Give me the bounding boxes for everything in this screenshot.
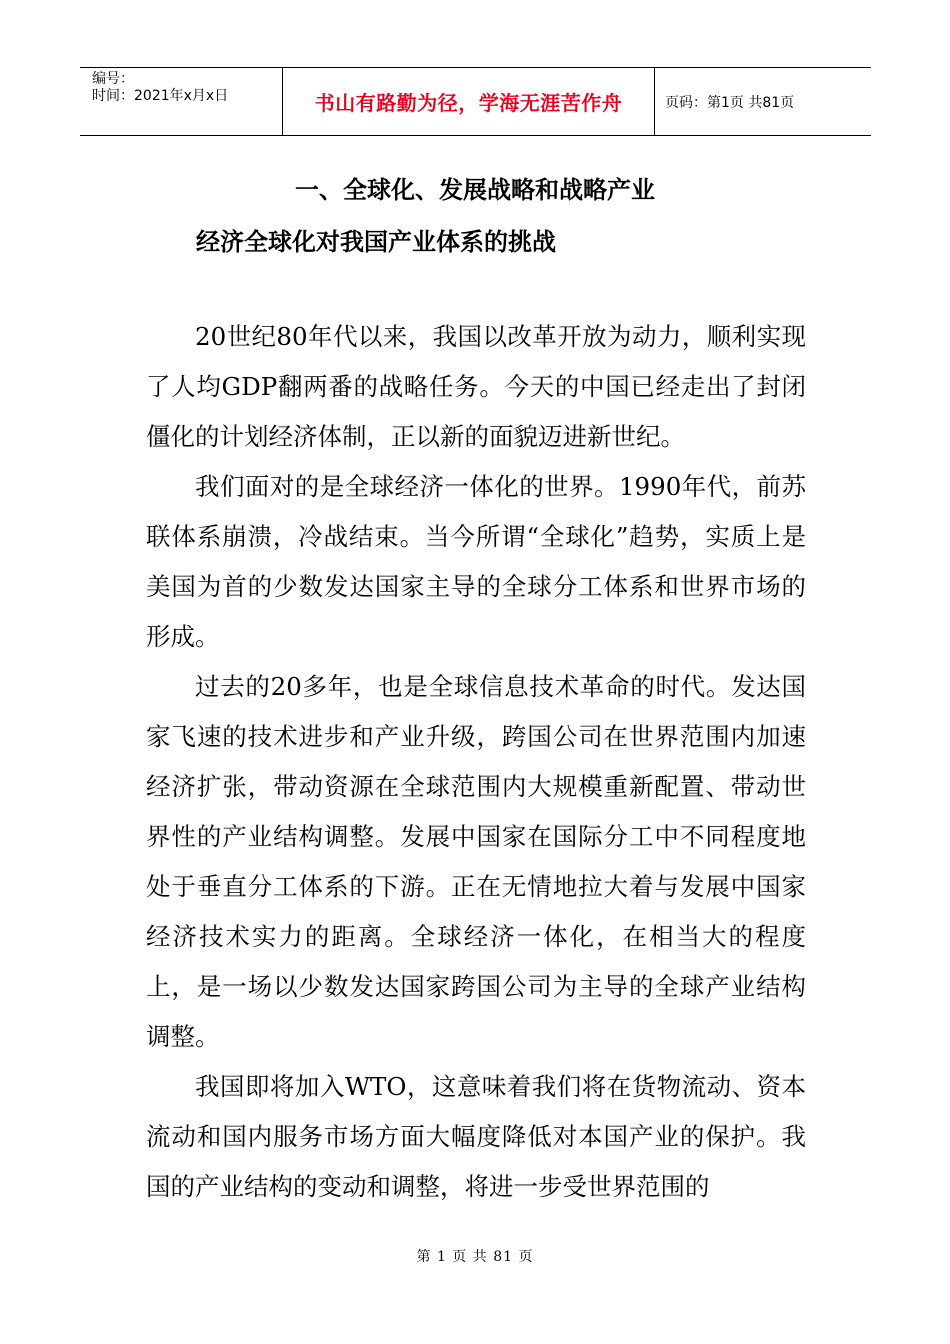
header-motto: 书山有路勤为径，学海无涯苦作舟 [283,68,655,135]
paragraph: 过去的20多年，也是全球信息技术革命的时代。发达国家飞速的技术进步和产业升级，跨国公司在世界范围内加速经济扩张，带动资源在全球范围内大规模重新配置、带动世界性的产业结构调整。发展中国家在国际分工中不同程度地处于垂直分工体系的下游。正在无情地拉大着与发展中国家经济技术实力的距离。全球经济一体化，在相当大的程度上，是一场以少数发达国家跨国公司为主导的全球产业结构调整。 [146,672,806,1051]
page-header [80,67,871,136]
document-body [146,312,806,1212]
paragraph: 我们面对的是全球经济一体化的世界。1990年代，前苏联体系崩溃，冷战结束。当今所谓“全球化”趋势，实质上是美国为首的少数发达国家主导的全球分工体系和世界市场的形成。 [146,472,806,651]
header-page-info: 页码：第1页 共81页 [665,94,795,111]
section-title [0,170,950,205]
document-number-label: 编号： [92,71,134,87]
section-title-text: 一、全球化、发展战略和战略产业 [295,176,655,204]
document-time-label: 时间：2021年x月x日 [92,88,229,104]
header-meta [80,68,283,135]
page-footer: 第 1 页 共 81 页 [416,1249,534,1265]
paragraph: 20世纪80年代以来，我国以改革开放为动力，顺利实现了人均GDP翻两番的战略任务。今天的中国已经走出了封闭僵化的计划经济体制，正以新的面貌迈进新世纪。 [146,322,806,451]
subsection-title: 经济全球化对我国产业体系的挑战 [196,228,556,256]
paragraph: 我国即将加入WTO，这意味着我们将在货物流动、资本流动和国内服务市场方面大幅度降低对本国产业的保护。我国的产业结构的变动和调整，将进一步受世界范围的 [146,1072,806,1201]
